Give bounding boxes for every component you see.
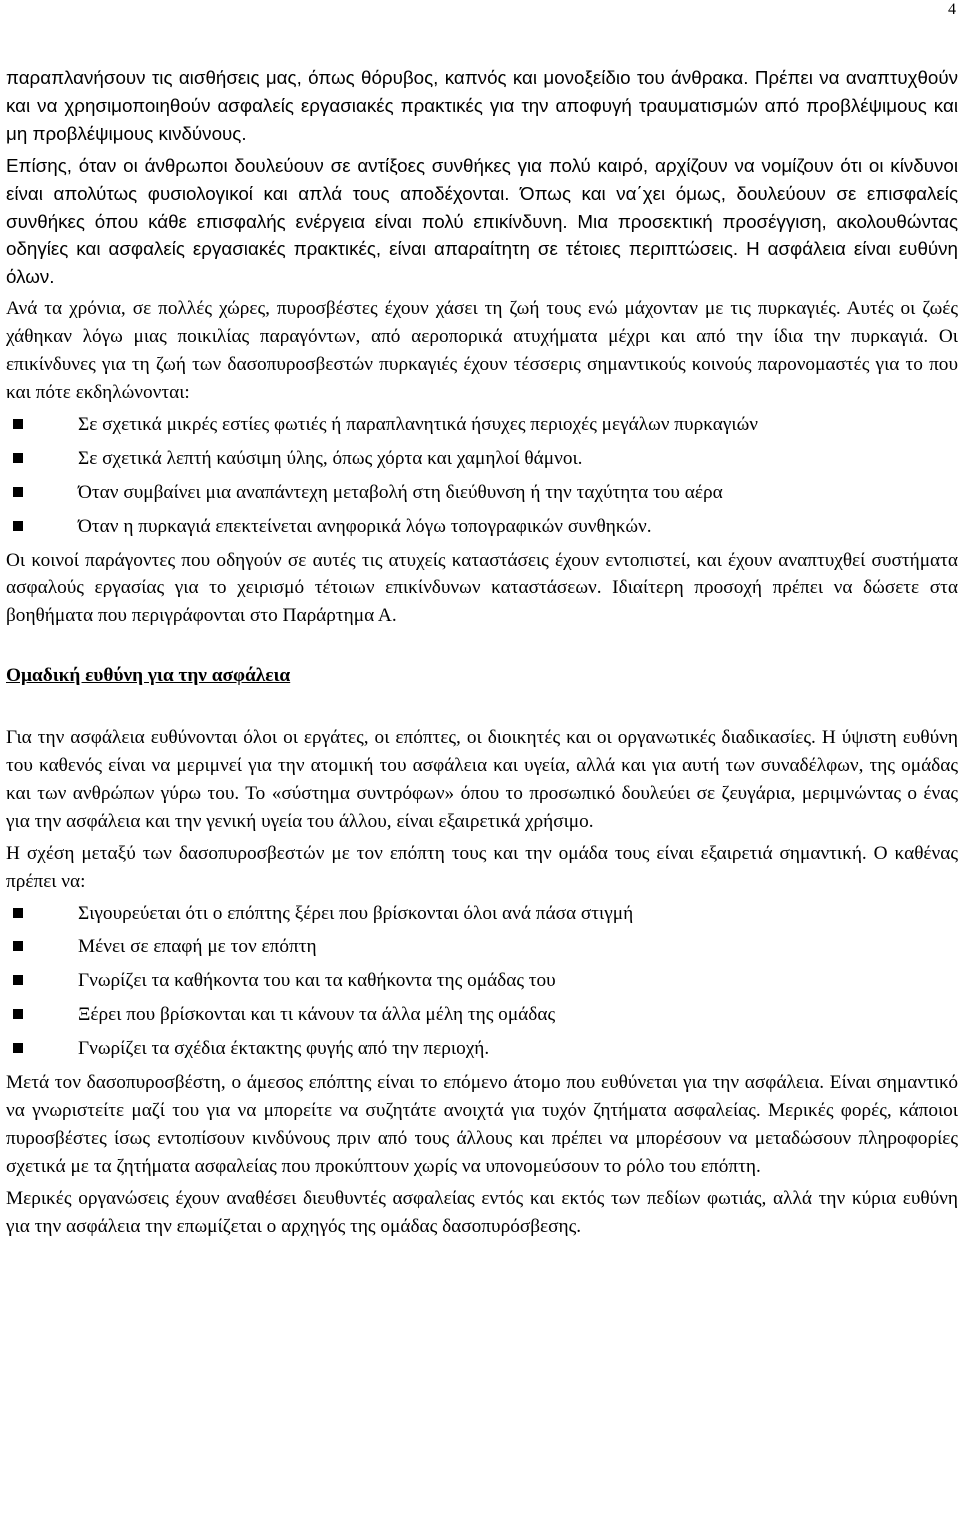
list-item: Σε σχετικά μικρές εστίες φωτιές ή παραπλανητικά ήσυχες περιοχές μεγάλων πυρκαγιών (6, 411, 958, 439)
responsibilities-list (6, 900, 958, 1064)
list-item: Όταν συμβαίνει μια αναπάντεχη μεταβολή στη διεύθυνση ή την ταχύτητα του αέρα (6, 479, 958, 507)
paragraph-team-responsibility: Για την ασφάλεια ευθύνονται όλοι οι εργάτες, οι επόπτες, οι διοικητές και οι οργανωτικές διαδικασίες. Η ύψιστη ευθύνη του καθενός είναι να μεριμνεί για την ατομική του ασφάλεια και υγεία, αλλά και για αυτή των συναδέλφων, της ομάδας και των ανθρώπων γύρω του. Το «σύστημα συντρόφων» όπου το προσωπικό δουλεύει σε ζευγάρια, μεριμνώντας ο ένας για την ασφάλεια και την γενική υγεία του άλλου, είναι εξαιρετικά χρήσιμο. (6, 727, 958, 832)
paragraph-safety-directors: Μερικές οργανώσεις έχουν αναθέσει διευθυντές ασφαλείας εντός και εκτός των πεδίων φωτιάς, αλλά την κύρια ευθύνη για την ασφάλεια την επωμίζεται ο αρχηγός της ομάδας δασοπυρόσβεσης. (6, 1187, 958, 1237)
common-denominators-list (6, 411, 958, 541)
square-bullet-icon (13, 487, 23, 497)
list-item: Ξέρει που βρίσκονται και τι κάνουν τα άλλα μέλη της ομάδας (6, 1001, 958, 1029)
list-item: Γνωρίζει τα σχέδια έκτακτης φυγής από την περιοχή. (6, 1035, 958, 1063)
square-bullet-icon (13, 1043, 23, 1053)
page-content (6, 64, 958, 1245)
square-bullet-icon (13, 521, 23, 531)
list-item: Σιγουρεύεται ότι ο επόπτης ξέρει που βρίσκονται όλοι ανά πάσα στιγμή (6, 900, 958, 928)
paragraph-supervisor-relation: Η σχέση μεταξύ των δασοπυροσβεστών με τον επόπτη τους και την ομάδα τους είναι εξαιρετιά σημαντική. Ο καθένας πρέπει να: (6, 842, 958, 892)
square-bullet-icon (13, 453, 23, 463)
section-heading: Ομαδική ευθύνη για την ασφάλεια (6, 665, 291, 687)
list-item: Μένει σε επαφή με τον επόπτη (6, 933, 958, 961)
square-bullet-icon (13, 419, 23, 429)
paragraph-adverse-conditions: Επίσης, όταν οι άνθρωποι δουλεύουν σε αντίξοες συνθήκες για πολύ καιρό, αρχίζουν να νομίζουν ότι οι κίνδυνοι είναι απολύτως φυσιολογικοί και απλά τους αποδέχονται. Όπως και να΄χει όμως, δουλεύουν σε επισφαλείς συνθήκες όπου κάθε επισφαλής ενέργεια είναι πολύ επικίνδυνη. Μια προσεκτική προσέγγιση, ακολουθώντας οδηγίες και ασφαλείς εργασιακές πρακτικές, είναι απαραίτητη σε τέτοιες περιπτώσεις. Η ασφάλεια είναι ευθύνη όλων. (6, 154, 958, 288)
square-bullet-icon (13, 975, 23, 985)
square-bullet-icon (13, 908, 23, 918)
paragraph-intro: παραπλανήσουν τις αισθήσεις μας, όπως θόρυβος, καπνός και μονοξείδιο του άνθρακα. Πρέπει να αναπτυχθούν και να χρησιμοποιηθούν ασφαλείς εργασιακές πρακτικές για την αποφυγή τραυματισμών από προβλέψιμους και μη προβλέψιμους κινδύνους. (6, 67, 958, 144)
page-number: 4 (948, 1, 956, 18)
square-bullet-icon (13, 1009, 23, 1019)
paragraph-firefighter-deaths: Ανά τα χρόνια, σε πολλές χώρες, πυροσβέστες έχουν χάσει τη ζωή τους ενώ μάχονταν με τις πυρκαγιές. Αυτές οι ζωές χάθηκαν λόγω μιας ποικιλίας παραγόντων, από αεροπορικά ατυχήματα μέχρι και από την ίδια την πυρκαγιά. Οι επικίνδυνες για τη ζωή των δασοπυροσβεστών πυρκαγιές έχουν τέσσερις σημαντικούς κοινούς παρονομαστές για το που και πότε εκδηλώνονται: (6, 298, 958, 403)
list-item: Σε σχετικά λεπτή καύσιμη ύλης, όπως χόρτα και χαμηλοί θάμνοι. (6, 445, 958, 473)
paragraph-supervisor-safety: Μετά τον δασοπυροσβέστη, ο άμεσος επόπτης είναι το επόμενο άτομο που ευθύνεται για την ασφάλεια. Είναι σημαντικό να γνωριστείτε μαζί του για να μπορείτε να συζητάτε ανοιχτά για τυχόν ζητήματα ασφαλείας. Μερικές φορές, κάποιοι πυροσβέστες ίσως εντοπίσουν κινδύνους πριν από τους άλλους και πρέπει να μπορέσουν να μεταδώσουν πληροφορίες σχετικά με τα ζητήματα ασφαλείας που προκύπτουν χωρίς να υπονομεύσουν το ρόλο του επόπτη. (6, 1072, 958, 1177)
list-item: Γνωρίζει τα καθήκοντα του και τα καθήκοντα της ομάδας του (6, 967, 958, 995)
square-bullet-icon (13, 941, 23, 951)
paragraph-common-factors: Οι κοινοί παράγοντες που οδηγούν σε αυτές τις ατυχείς καταστάσεις έχουν εντοπιστεί, και έχουν αναπτυχθεί συστήματα ασφαλούς εργασίας για το χειρισμό τέτοιων επικίνδυνων καταστάσεων. Ιδιαίτερη προσοχή πρέπει να δώσετε στα βοηθήματα που περιγράφονται στο Παράρτημα Α. (6, 549, 958, 627)
list-item: Όταν η πυρκαγιά επεκτείνεται ανηφορικά λόγω τοπογραφικών συνθηκών. (6, 513, 958, 541)
